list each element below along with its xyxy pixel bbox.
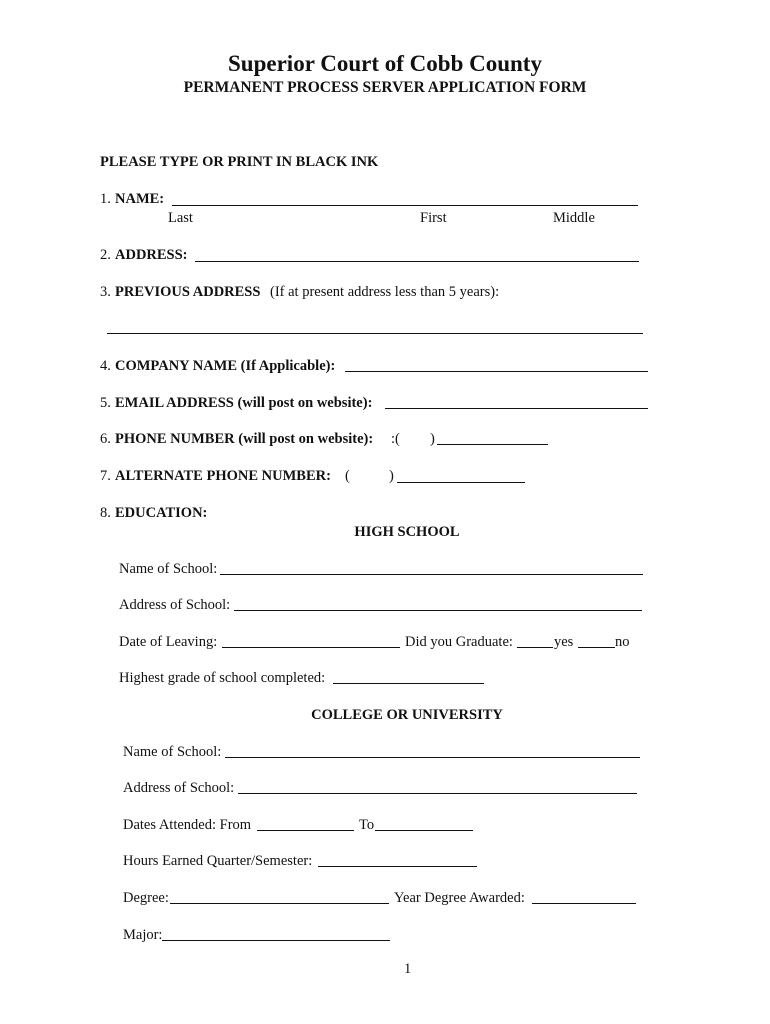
hs-leaving-field[interactable] (222, 647, 400, 648)
college-year-field[interactable] (532, 903, 636, 904)
alt-phone-open-paren: ( (345, 468, 350, 484)
email-field[interactable] (385, 408, 648, 409)
q4-label: COMPANY NAME (If Applicable): (115, 358, 336, 374)
q7-number: 7. (100, 468, 111, 484)
high-school-heading: HIGH SCHOOL (354, 524, 460, 540)
alt-phone-field[interactable] (397, 482, 525, 483)
hs-leaving-label: Date of Leaving: (119, 634, 218, 650)
q6-number: 6. (100, 431, 111, 447)
hs-graduate-label: Did you Graduate: (405, 634, 513, 650)
college-major-field[interactable] (162, 940, 390, 941)
q2-number: 2. (100, 247, 111, 263)
college-heading: COLLEGE OR UNIVERSITY (311, 707, 503, 723)
college-degree-field[interactable] (170, 903, 389, 904)
phone-close-paren: ) (430, 431, 435, 447)
hs-grade-field[interactable] (333, 683, 484, 684)
college-hours-label: Hours Earned Quarter/Semester: (123, 853, 313, 869)
previous-address-field[interactable] (107, 333, 643, 334)
college-name-label: Name of School: (123, 744, 222, 760)
hs-address-field[interactable] (234, 610, 642, 611)
name-field[interactable] (172, 205, 638, 206)
hs-no-label: no (615, 634, 630, 650)
hs-yes-label: yes (554, 634, 574, 650)
q1-number: 1. (100, 191, 111, 207)
name-sublabel-middle: Middle (553, 210, 595, 226)
q3-label: PREVIOUS ADDRESS (115, 284, 261, 300)
page-title: Superior Court of Cobb County (228, 51, 542, 76)
hs-grade-label: Highest grade of school completed: (119, 670, 326, 686)
phone-open-paren: :( (391, 431, 400, 447)
name-sublabel-last: Last (168, 210, 193, 226)
name-sublabel-first: First (420, 210, 447, 226)
instructions: PLEASE TYPE OR PRINT IN BLACK INK (100, 154, 379, 170)
college-degree-label: Degree: (123, 890, 169, 906)
q7-label: ALTERNATE PHONE NUMBER: (115, 468, 331, 484)
q1-label: NAME: (115, 191, 165, 207)
page-number: 1 (404, 961, 412, 977)
college-dates-label: Dates Attended: From (123, 817, 252, 833)
q2-label: ADDRESS: (115, 247, 188, 263)
q5-number: 5. (100, 395, 111, 411)
phone-field[interactable] (437, 444, 548, 445)
college-to-label: To (359, 817, 375, 833)
hs-graduate-yes-field[interactable] (517, 647, 553, 648)
hs-address-label: Address of School: (119, 597, 231, 613)
hs-graduate-no-field[interactable] (578, 647, 615, 648)
college-from-field[interactable] (257, 830, 354, 831)
q8-number: 8. (100, 505, 111, 521)
college-address-label: Address of School: (123, 780, 235, 796)
q8-label: EDUCATION: (115, 505, 208, 521)
college-hours-field[interactable] (318, 866, 477, 867)
hs-name-label: Name of School: (119, 561, 218, 577)
college-name-field[interactable] (225, 757, 640, 758)
form-subtitle: PERMANENT PROCESS SERVER APPLICATION FORM (183, 79, 587, 96)
address-field[interactable] (195, 261, 639, 262)
q5-label: EMAIL ADDRESS (will post on website): (115, 395, 373, 411)
q3-note: (If at present address less than 5 years): (270, 284, 500, 300)
alt-phone-close-paren: ) (389, 468, 394, 484)
q3-number: 3. (100, 284, 111, 300)
college-major-label: Major: (123, 927, 163, 943)
college-to-field[interactable] (375, 830, 473, 831)
college-address-field[interactable] (238, 793, 637, 794)
hs-name-field[interactable] (220, 574, 643, 575)
company-name-field[interactable] (345, 371, 648, 372)
college-year-label: Year Degree Awarded: (394, 890, 525, 906)
q6-label: PHONE NUMBER (will post on website): (115, 431, 374, 447)
q4-number: 4. (100, 358, 111, 374)
